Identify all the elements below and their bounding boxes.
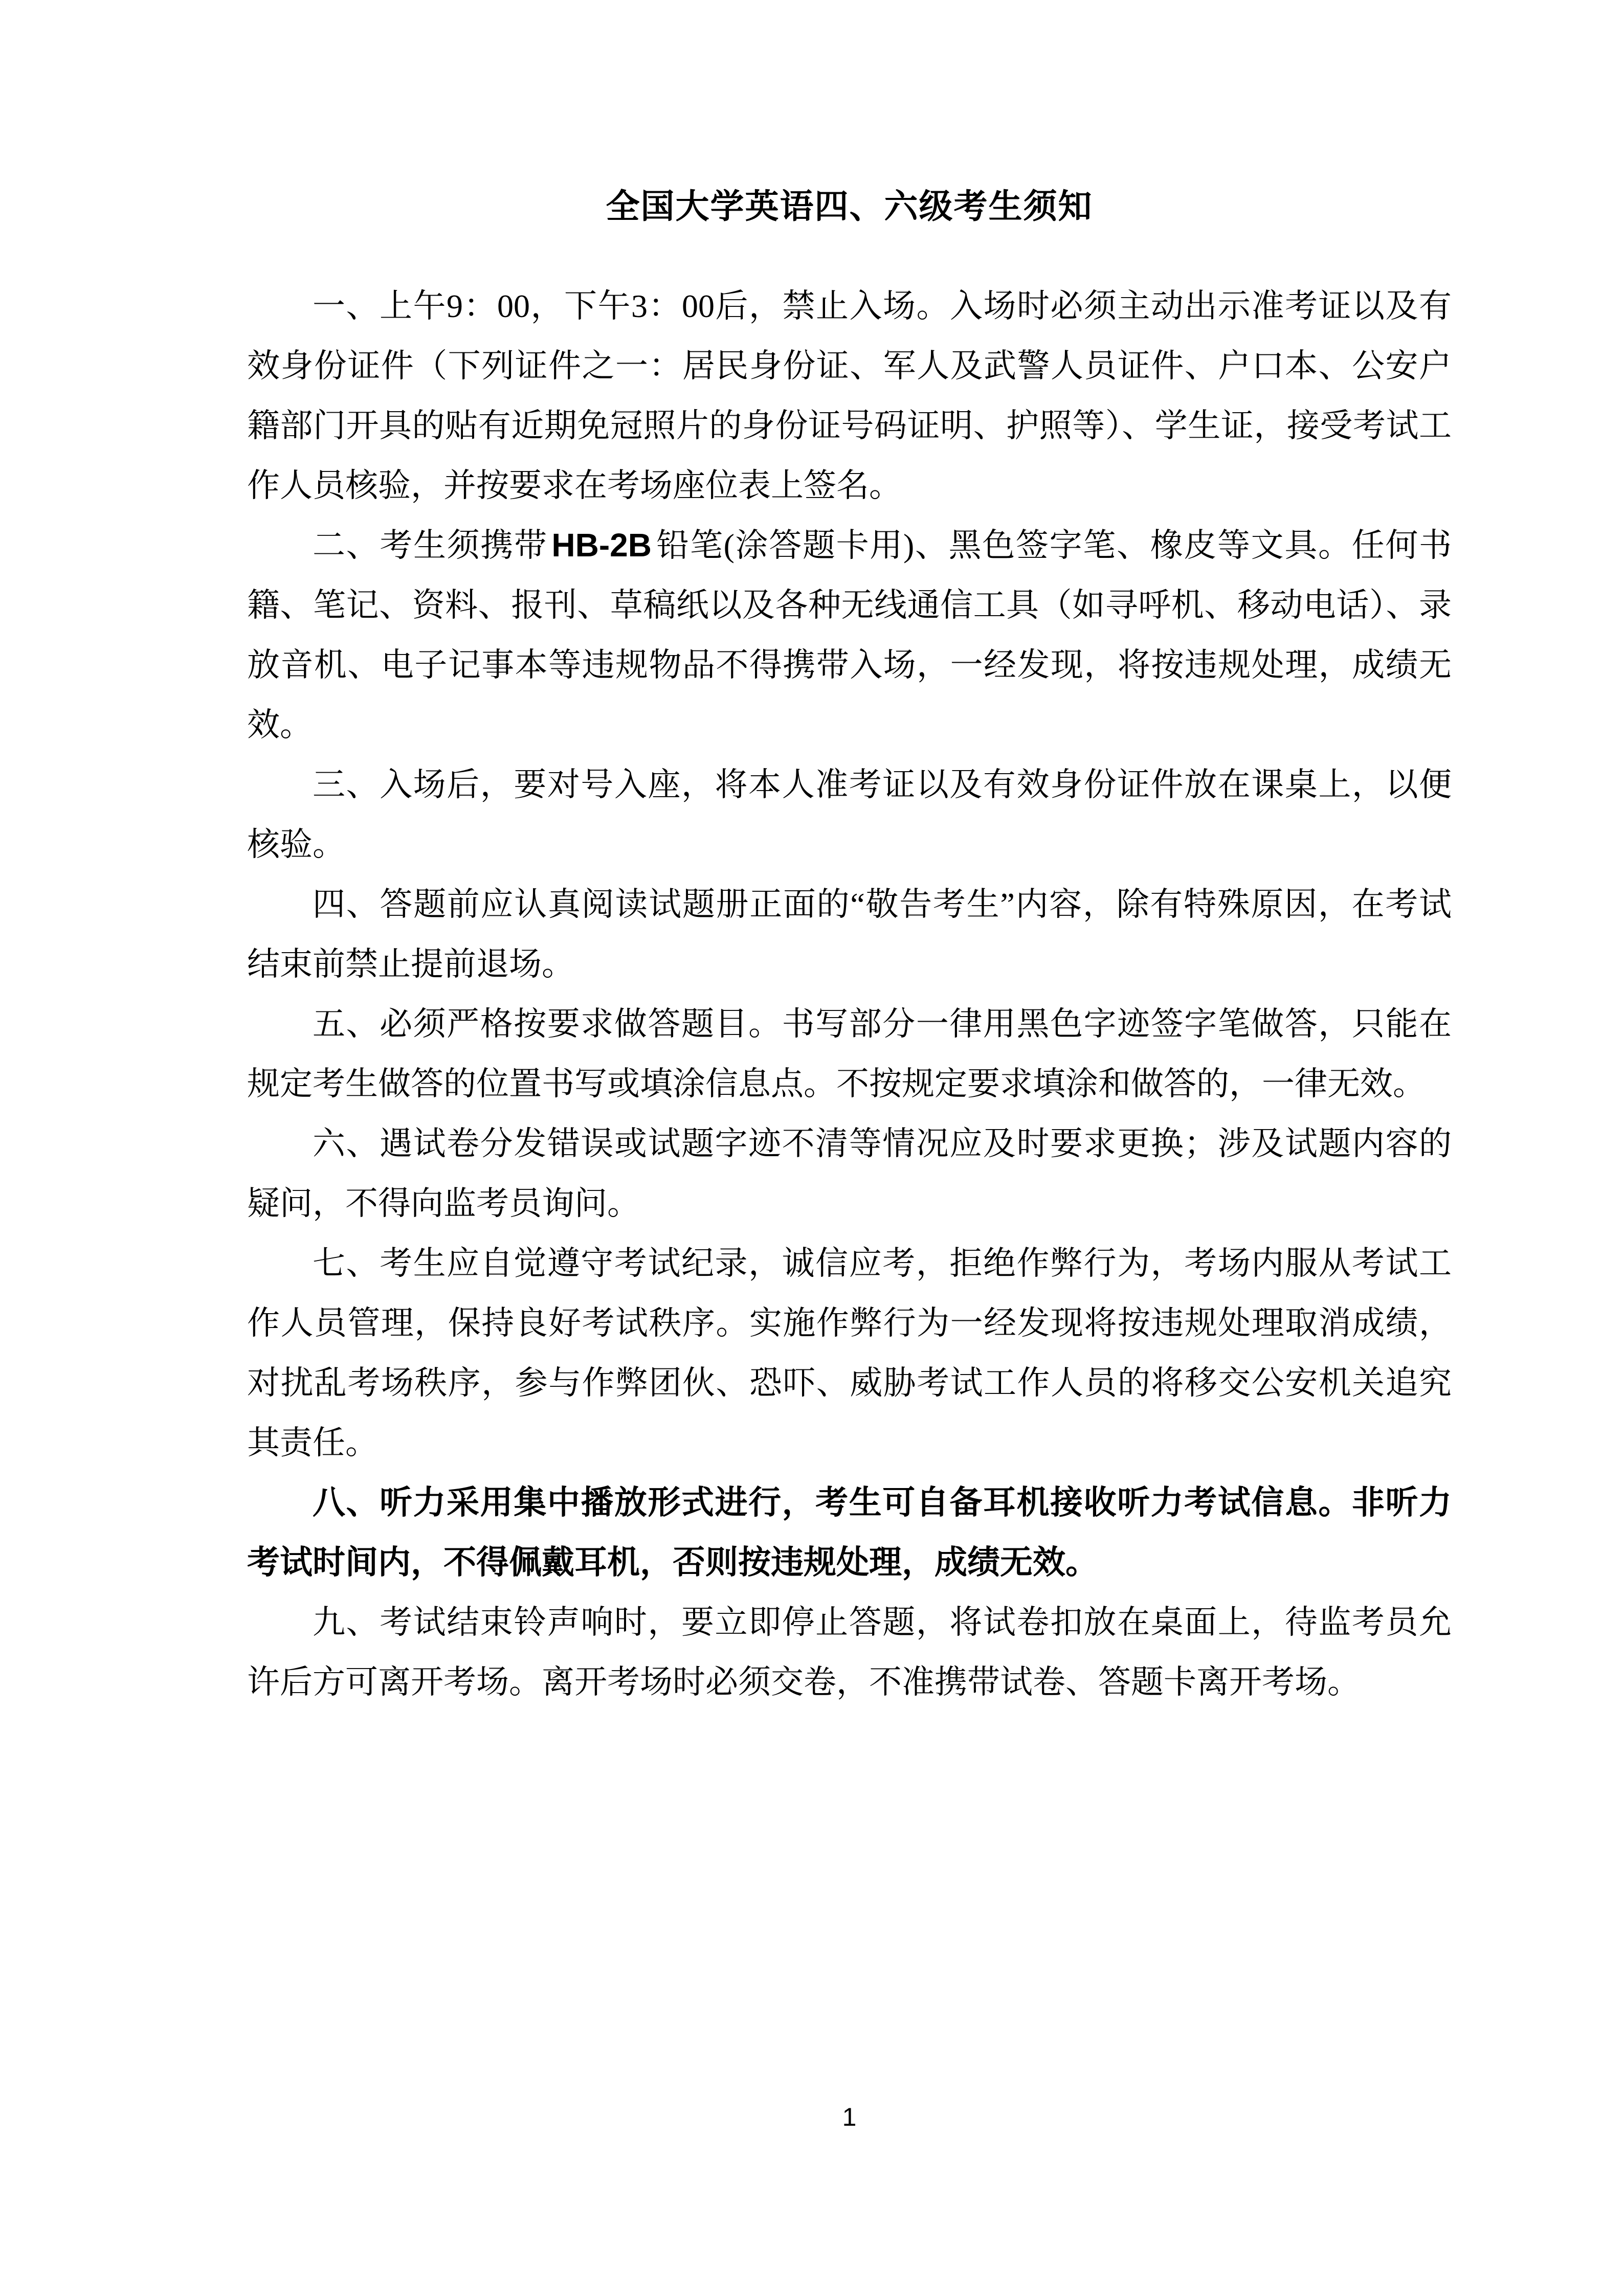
text-run: 四、答题前应认真阅读试题册正面的“敬告考生”内容，除有特殊原因，在考试结束前禁止提前退场。 xyxy=(247,886,1452,982)
paragraph xyxy=(247,1114,1452,1233)
paragraph xyxy=(247,1592,1452,1712)
paragraph xyxy=(247,874,1452,994)
paragraph xyxy=(247,1233,1452,1473)
text-run: 九、考试结束铃声响时，要立即停止答题，将试卷扣放在桌面上，待监考员允许后方可离开考场。离开考场时必须交卷，不准携带试卷、答题卡离开考场。 xyxy=(247,1604,1452,1700)
paragraph xyxy=(247,276,1452,515)
latin-text-run: HB-2B xyxy=(551,527,652,564)
paragraph xyxy=(247,994,1452,1114)
text-run: 六、遇试卷分发错误或试题字迹不清等情况应及时要求更换；涉及试题内容的疑问，不得向监考员询问。 xyxy=(247,1126,1452,1222)
text-run: 二、考生须携带 xyxy=(313,527,548,564)
paragraph xyxy=(247,755,1452,874)
text-run: 七、考生应自觉遵守考试纪录，诚信应考，拒绝作弊行为，考场内服从考试工作人员管理，保持良好考试秩序。实施作弊行为一经发现将按违规处理取消成绩，对扰乱考场秩序，参与作弊团伙、恐吓、威胁考试工作人员的将移交公安机关追究其责任。 xyxy=(247,1245,1452,1461)
document-title: 全国大学英语四、六级考生须知 xyxy=(606,187,1093,225)
document-body xyxy=(247,276,1452,1712)
text-run: 五、必须严格按要求做答题目。书写部分一律用黑色字迹签字笔做答，只能在规定考生做答的位置书写或填涂信息点。不按规定要求填涂和做答的，一律无效。 xyxy=(247,1006,1452,1102)
text-run: 铅笔(涂答题卡用)、黑色签字笔、橡皮等文具。任何书籍、笔记、资料、报刊、草稿纸以及各种无线通信工具（如寻呼机、移动电话）、录放音机、电子记事本等违规物品不得携带入场，一经发现，将按违规处理，成绩无效。 xyxy=(247,527,1452,743)
text-run: 三、入场后，要对号入座，将本人准考证以及有效身份证件放在课桌上，以便核验。 xyxy=(247,767,1452,863)
text-run: 一、上午9：00，下午3：00后，禁止入场。入场时必须主动出示准考证以及有效身份证件（下列证件之一：居民身份证、军人及武警人员证件、户口本、公安户籍部门开具的贴有近期免冠照片的身份证号码证明、护照等）、学生证，接受考试工作人员核验，并按要求在考场座位表上签名。 xyxy=(247,288,1452,504)
paragraph xyxy=(247,1473,1452,1592)
paragraph xyxy=(247,515,1452,755)
page-number: 1 xyxy=(842,2103,857,2131)
text-run: 八、听力采用集中播放形式进行，考生可自备耳机接收听力考试信息。非听力考试时间内，不得佩戴耳机，否则按违规处理，成绩无效。 xyxy=(247,1484,1452,1581)
